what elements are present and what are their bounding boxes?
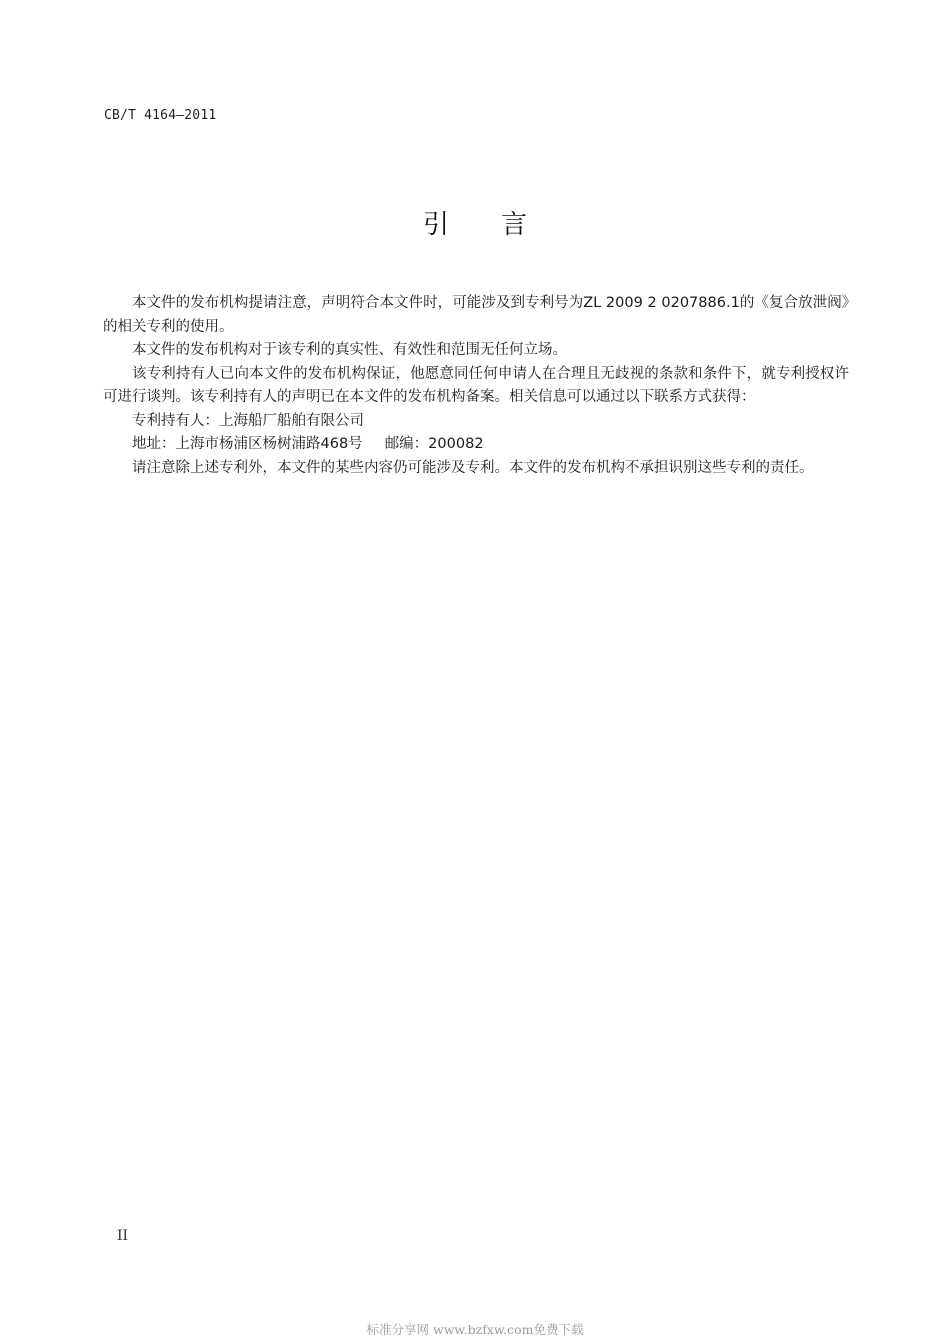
paragraph-no-position: 本文件的发布机构对于该专利的真实性、有效性和范围无任何立场。 bbox=[132, 342, 567, 358]
section-title: 引言 bbox=[422, 210, 579, 240]
contact-address: 地址：上海市杨浦区杨树浦路468号 bbox=[132, 436, 363, 452]
document-code: CB/T 4164—2011 bbox=[104, 108, 217, 123]
paragraph-patent-notice: 本文件的发布机构提请注意，声明符合本文件时，可能涉及到专利号为ZL 2009 2 0207886.1的《复合放泄阀》的相关专利的使用。 bbox=[103, 295, 849, 335]
contact-holder: 专利持有人：上海船厂船舶有限公司 bbox=[132, 412, 364, 429]
paragraph-closing: 请注意除上述专利外，本文件的某些内容仍可能涉及专利。本文件的发布机构不承担识别这些专利的责任。 bbox=[132, 459, 814, 476]
page-number: II bbox=[117, 1228, 129, 1244]
watermark-text: 标准分享网 www.bzfxw.com免费下载 bbox=[366, 1322, 584, 1337]
body-text bbox=[103, 292, 849, 480]
paragraph-license-assurance: 该专利持有人已向本文件的发布机构保证，他愿意同任何申请人在合理且无歧视的条款和条件下，就专利授权许可进行谈判。该专利持有人的声明已在本文件的发布机构备案。相关信息可以通过以下联系方式获得： bbox=[103, 365, 849, 405]
contact-address-line bbox=[103, 433, 849, 457]
contact-postcode: 邮编：200082 bbox=[384, 436, 484, 452]
